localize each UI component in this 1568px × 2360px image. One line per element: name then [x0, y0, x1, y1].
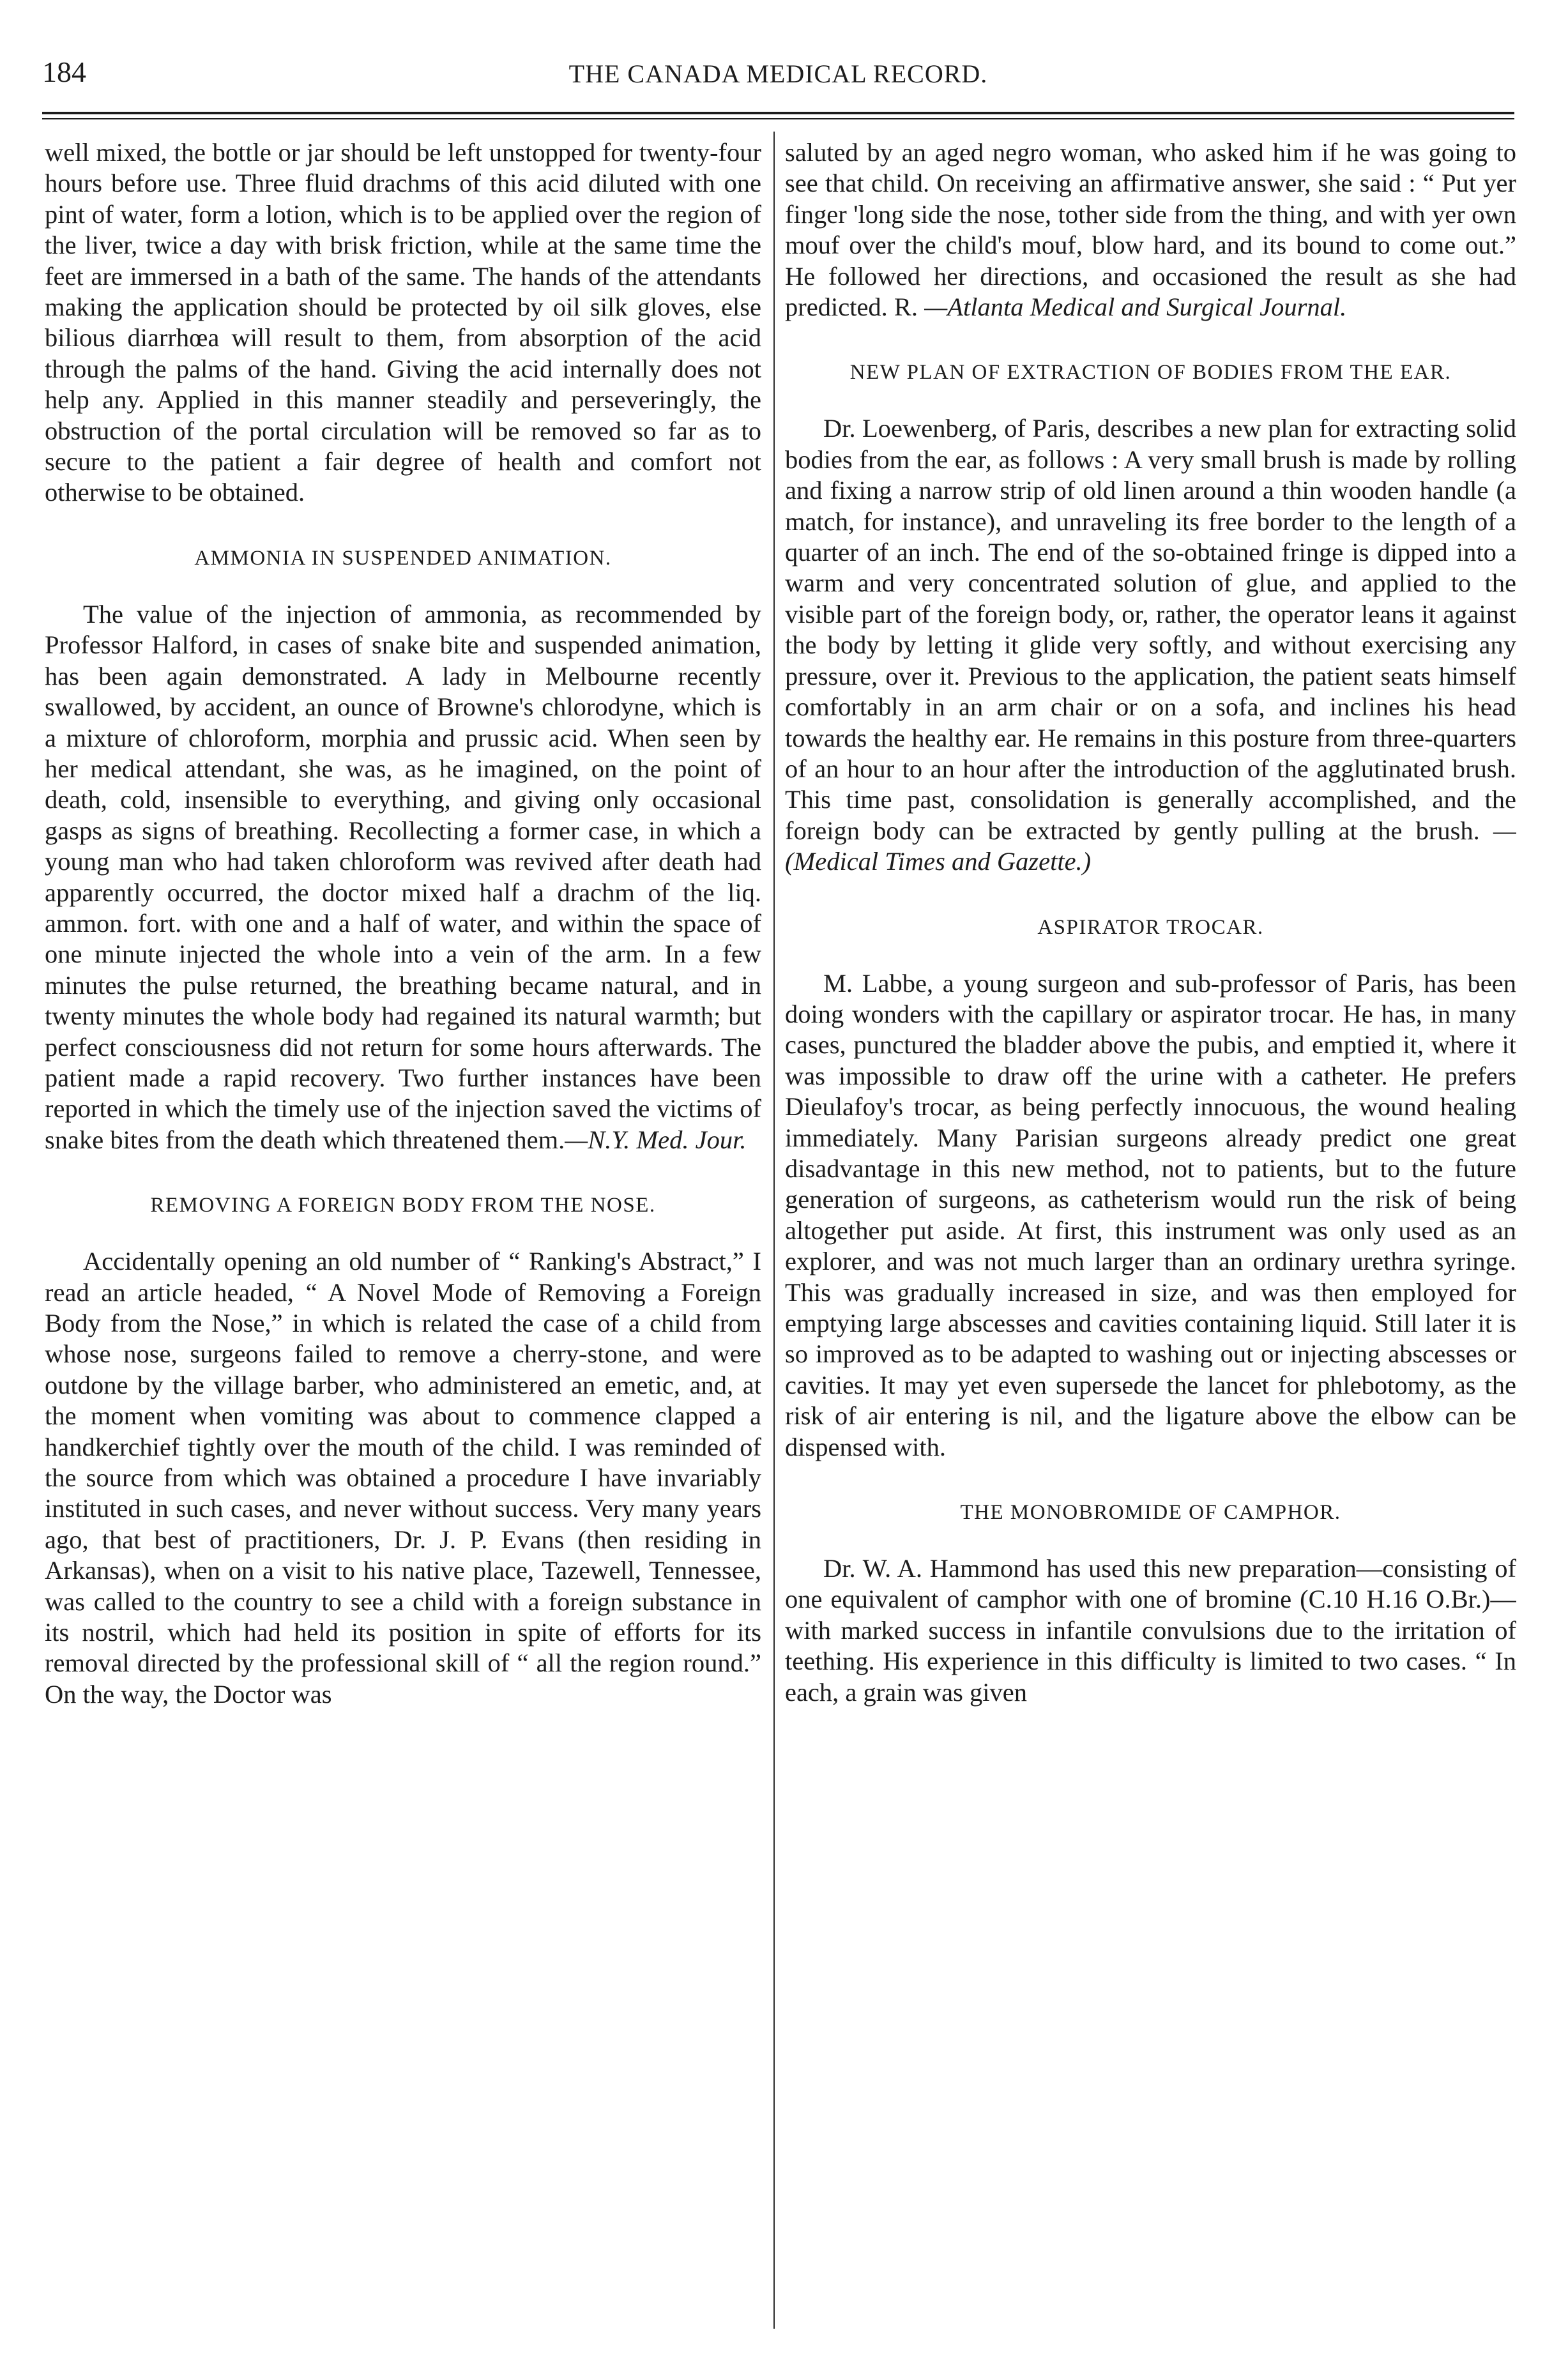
page-header [42, 33, 1514, 88]
article-ear-source: —(Medical Times and Gazette.) [785, 816, 1516, 876]
left-column [45, 137, 761, 2334]
header-rule-thick [42, 112, 1514, 114]
column-divider [773, 132, 775, 2329]
continuation-text: saluted by an aged negro woman, who asked him if he was going to see that child. On receiving an affirmative answer, she said : “ Put yer finger 'long side the nose, tother side from the thing, and with yer own mouf over the child's mouf, blow hard, and its bound to come out.” He followed her directions, and occasioned the result as she had predicted. R. [785, 138, 1516, 322]
continuation-source: —Atlanta Medical and Surgical Journal. [924, 293, 1347, 322]
heading-camphor: THE MONOBROMIDE OF CAMPHOR. [960, 1501, 1341, 1525]
article-ear-body [785, 413, 1516, 877]
heading-ear: NEW PLAN OF EXTRACTION OF BODIES FROM THE EAR. [849, 361, 1452, 384]
article-ammonia-body [45, 599, 761, 1155]
continuation-paragraph [785, 137, 1516, 323]
heading-ammonia: AMMONIA IN SUSPENDED ANIMATION. [194, 546, 612, 570]
running-title: THE CANADA MEDICAL RECORD. [568, 59, 988, 88]
article-ear-text: Dr. Loewenberg, of Paris, describes a new plan for extracting solid bodies from the ear, as follows : A very small brush is made by rolling and fixing a narrow strip of old linen around a thin wooden handle (a match, for instance), and unraveling its free border to the length of a quarter of an inch. The end of the so-obtained fringe is dipped into a warm and very concentrated solution of glue, and applied to the visible part of the foreign body, or, rather, the operator leans it against the body by letting it glide very softly, and without exercising any pressure, over it. Previous to the application, the patient seats himself comfortably in an arm chair or on a sofa, and inclines his head towards the healthy ear. He remains in this posture from three-quarters of an hour to an hour after the introduction of the agglutinated brush. This time past, consolidation is generally accomplished, and the foreign body can be extracted by gently pulling at the brush. [785, 414, 1516, 845]
article-camphor-body: Dr. W. A. Hammond has used this new preparation—consisting of one equivalent of camphor with one of bromine (C.10 H.16 O.Br.)—with marked success in infantile convulsions due to the irritation of teething. His experience in this difficulty is limited to two cases. “ In each, a grain was given [785, 1554, 1516, 1707]
article-ammonia-text: The value of the injection of ammonia, as recommended by Professor Halford, in cases of snake bite and suspended animation, has been again demonstrated. A lady in Melbourne recently swallowed, by accident, an ounce of Browne's chlorodyne, which is a mixture of chloroform, morphia and prussic acid. When seen by her medical attendant, she was, as he imagined, on the point of death, cold, insensible to everything, and giving only occasional gasps as signs of breathing. Recollecting a former case, in which a young man who had taken chloroform was revived after death had apparently occurred, the doctor mixed half a drachm of the liq. ammon. fort. with one and a half of water, and within the space of one minute injected the whole into a vein of the arm. In a few minutes the pulse returned, the breathing became natural, and in twenty minutes the whole body had regained its natural warmth; but perfect consciousness did not return for some hours afterwards. The patient made a rapid recovery. Two further instances have been reported in which the timely use of the injection saved the victims of snake bites from the death which threatened them. [45, 599, 761, 1154]
article-ammonia-source: —N.Y. Med. Jour. [565, 1125, 747, 1154]
article-trocar-body: M. Labbe, a young surgeon and sub-professor of Paris, has been doing wonders with the capillary or aspirator trocar. He has, in many cases, punctured the bladder above the pubis, and emptied it, where it was impossible to draw off the urine with a catheter. He prefers Dieulafoy's trocar, as being perfectly innocuous, the wound healing immediately. Many Parisian surgeons already predict one great disadvantage in this new method, not to patients, but to the future generation of surgeons, as catheterism would run the risk of being altogether put aside. At first, this instrument was only used as an explorer, and was not much larger than an ordinary urethra syringe. This was gradually increased in size, and was then employed for emptying large abscesses and cavities containing liquid. Still later it is so improved as to be adapted to washing out or injecting abscesses or cavities. It may yet even supersede the lancet for phlebotomy, as the risk of air entering is nil, and the ligature above the elbow can be dispensed with. [785, 968, 1516, 1461]
heading-nose: REMOVING A FOREIGN BODY FROM THE NOSE. [150, 1194, 656, 1217]
heading-trocar: ASPIRATOR TROCAR. [1037, 915, 1264, 939]
intro-paragraph: well mixed, the bottle or jar should be left unstopped for twenty-four hours before use. Three fluid drachms of this acid diluted with one pint of water, form a lotion, which is to be applied over the region of the liver, twice a day with brisk friction, while at the same time the feet are immersed in a bath of the same. The hands of the attendants making the application should be protected by oil silk gloves, else bilious diarrhœa will result to them, from absorption of the acid through the palms of the hand. Giving the acid internally does not help any. Applied in this manner steadily and perseveringly, the obstruction of the portal circulation will be removed so far as to secure to the patient a fair degree of health and comfort not otherwise to be obtained. [45, 138, 761, 507]
header-rule-thin [42, 118, 1514, 119]
article-nose-body: Accidentally opening an old number of “ Ranking's Abstract,” I read an article headed, “ A Novel Mode of Removing a Foreign Body from the Nose,” in which is related the case of a child from whose nose, surgeons failed to remove a cherry-stone, and were outdone by the village barber, who administered an emetic, and, at the moment when vomiting was about to commence clapped a handkerchief tightly over the mouth of the child. I was reminded of the source from which was obtained a procedure I have invariably instituted in such cases, and never without success. Very many years ago, that best of practitioners, Dr. J. P. Evans (then residing in Arkansas), when on a visit to his native place, Tazewell, Tennessee, was called to the country to see a child with a foreign substance in its nostril, which had held its position in spite of efforts for its removal directed by the professional skill of “ all the region round.” On the way, the Doctor was [45, 1247, 761, 1709]
right-column [785, 137, 1516, 2334]
page-number: 184 [42, 56, 86, 88]
